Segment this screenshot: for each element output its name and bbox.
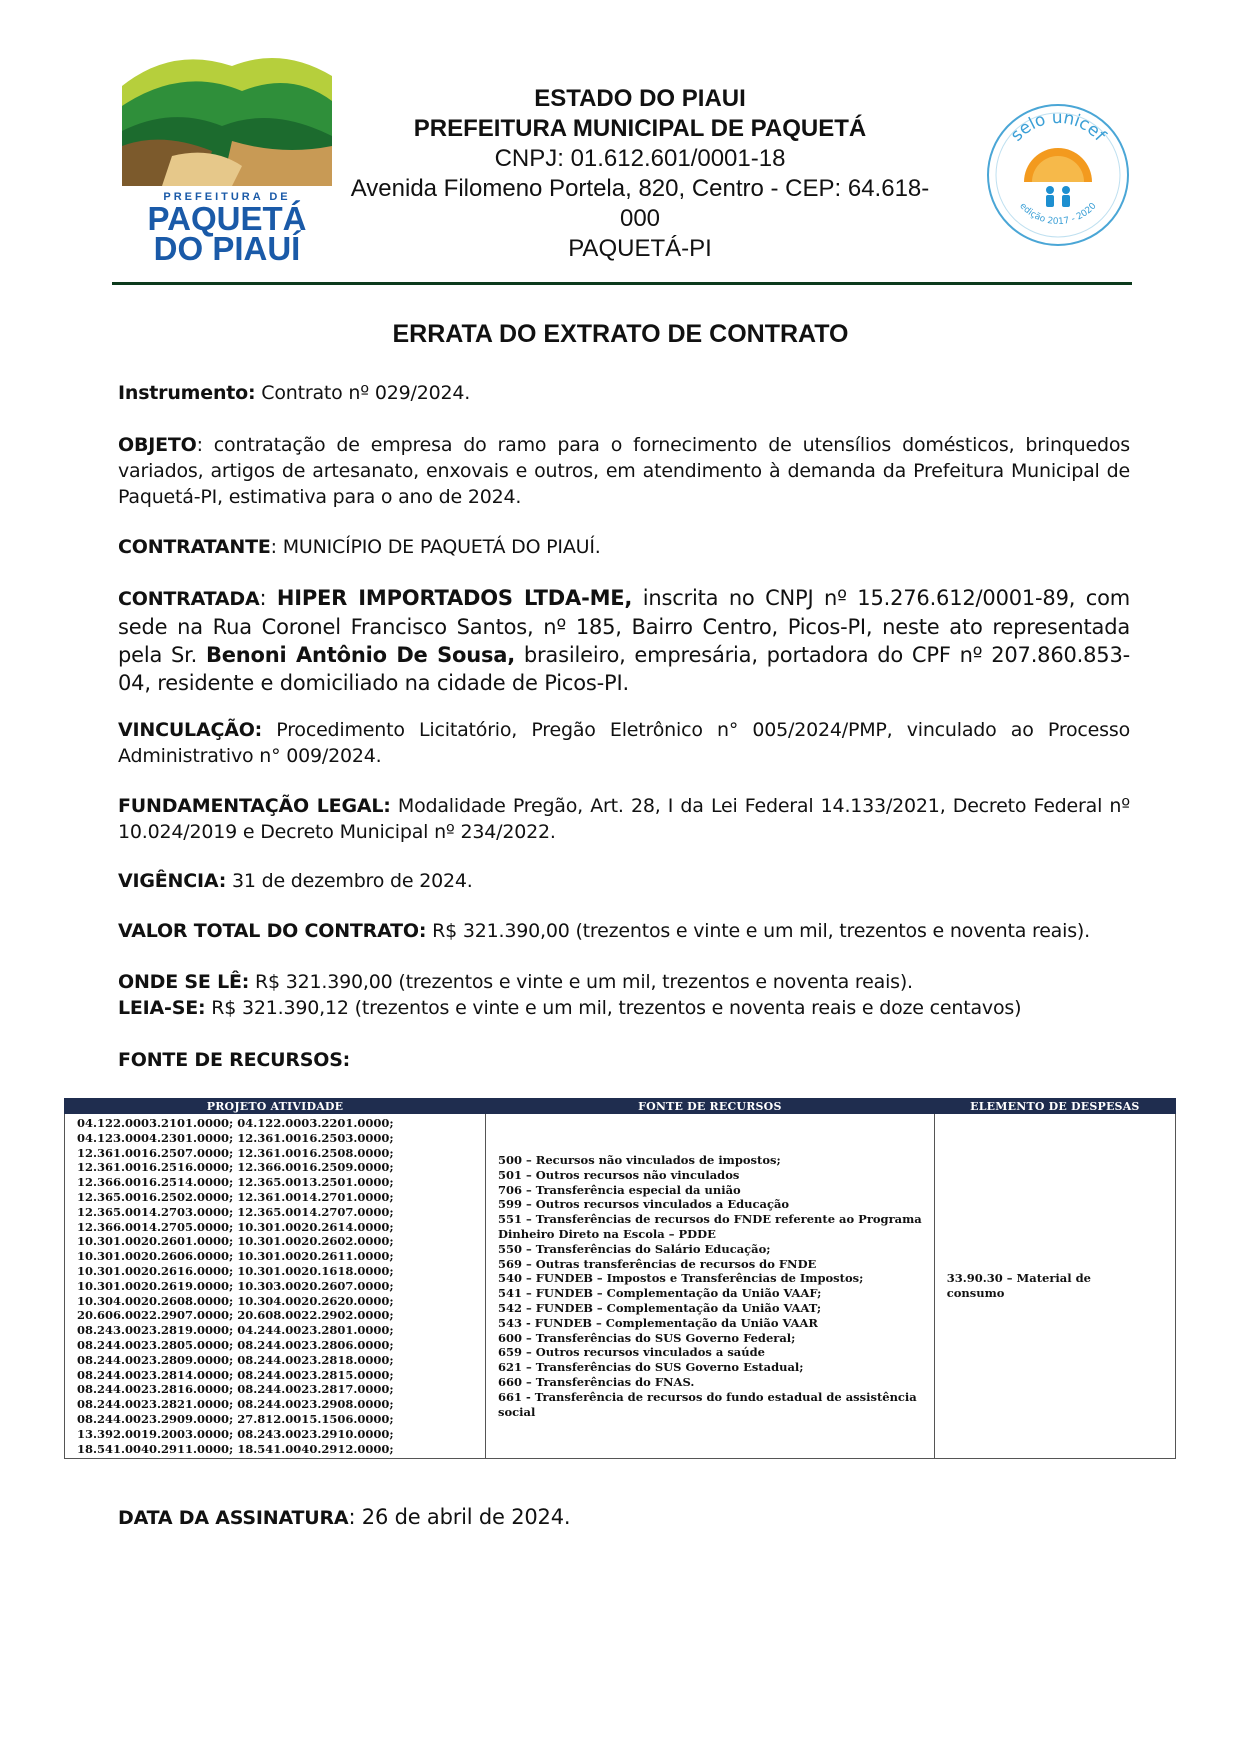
city: PAQUETÁ-PI	[568, 235, 712, 262]
letterhead	[340, 84, 940, 264]
fonte-line: Dinheiro Direto na Escola – PDDE	[498, 1226, 716, 1241]
projeto-line: 08.244.0023.2821.0000; 08.244.0023.2908.0000;	[77, 1397, 394, 1412]
header-projeto: PROJETO ATIVIDADE	[65, 1099, 486, 1114]
fundamentacao-text: Modalidade Pregão, Art. 28, I da Lei Federal 14.133/2021, Decreto Federal nº 10.024/2019 e Decreto Municipal nº 234/2022.	[118, 795, 1130, 843]
projeto-line: 10.304.0020.2608.0000; 10.304.0020.2620.0000;	[77, 1293, 394, 1308]
fonte-line: 621 – Transferências do SUS Governo Estadual;	[498, 1360, 804, 1375]
resources-table	[64, 1098, 1176, 1459]
projeto-line: 04.122.0003.2101.0000; 04.122.0003.2201.0000;	[77, 1116, 394, 1130]
state-name: ESTADO DO PIAUI	[534, 85, 746, 112]
fonte-heading	[118, 1047, 1130, 1073]
header-elemento: ELEMENTO DE DESPESAS	[934, 1099, 1175, 1114]
header-rule	[112, 282, 1132, 285]
fonte-line: 706 – Transferência especial da união	[498, 1182, 741, 1197]
fonte-line: 569 – Outras transferências de recursos do FNDE	[498, 1256, 817, 1271]
instrumento-paragraph	[118, 380, 1130, 406]
logo-line1: PREFEITURA DE	[163, 191, 291, 203]
projeto-line: 10.301.0020.2616.0000; 10.301.0020.1618.0000;	[77, 1263, 394, 1278]
projeto-line: 08.244.0023.2909.0000; 27.812.0015.1506.0000;	[77, 1411, 394, 1426]
contratada-company: HIPER IMPORTADOS LTDA-ME,	[276, 586, 633, 610]
projeto-line: 12.365.0014.2703.0000; 12.365.0014.2707.0000;	[77, 1204, 394, 1219]
fundamentacao-label: FUNDAMENTAÇÃO LEGAL:	[118, 795, 391, 817]
projeto-line: 12.361.0016.2507.0000; 12.361.0016.2508.0000;	[77, 1145, 394, 1160]
projeto-line: 08.244.0023.2816.0000; 08.244.0023.2817.0000;	[77, 1382, 394, 1397]
logo-line2: PAQUETÁ	[147, 200, 307, 237]
projeto-line: 12.366.0016.2514.0000; 12.365.0013.2501.0000;	[77, 1175, 394, 1190]
instrumento-label: Instrumento:	[118, 382, 256, 404]
fonte-line: social	[498, 1404, 536, 1419]
fonte-line: 540 – FUNDEB – Impostos e Transferências de Impostos;	[498, 1271, 864, 1286]
leia-se-paragraph	[118, 995, 1130, 1021]
vinculacao-label: VINCULAÇÃO:	[118, 719, 263, 741]
fundamentacao-paragraph	[118, 793, 1130, 845]
fonte-line: 600 – Transferências do SUS Governo Federal;	[498, 1330, 796, 1345]
leia-se-text: R$ 321.390,12 (trezentos e vinte e um mil, trezentos e noventa reais e doze centavos)	[205, 997, 1022, 1019]
contratada-text1: inscrita no CNPJ nº 15.276.612/0001-89, com sede na Rua Coronel Francisco Santos, nº 185, Bairro Centro, Picos-PI, neste ato representada pela Sr.	[118, 586, 1130, 667]
contratada-paragraph	[118, 584, 1130, 697]
fonte-line: 599 – Outros recursos vinculados a Educação	[498, 1197, 790, 1212]
valor-total-label: VALOR TOTAL DO CONTRATO:	[118, 920, 427, 942]
elemento-line: 33.90.30 – Material de	[946, 1271, 1091, 1286]
projeto-line: 12.361.0016.2516.0000; 12.366.0016.2509.0000;	[77, 1160, 394, 1175]
fonte-line: 661 - Transferência de recursos do fundo estadual de assistência	[498, 1389, 917, 1404]
fonte-line: 551 – Transferências de recursos do FNDE referente ao Programa	[498, 1212, 922, 1227]
contratada-sep: :	[259, 586, 277, 610]
fonte-line: 501 – Outros recursos não vinculados	[498, 1167, 740, 1182]
contratada-text2: brasileiro, empresária, portadora do CPF nº 207.860.853-04, residente e domiciliado na cidade de Picos-PI.	[118, 643, 1130, 695]
contratante-label: CONTRATANTE	[118, 536, 271, 558]
objeto-paragraph	[118, 432, 1130, 510]
document-title: ERRATA DO EXTRATO DE CONTRATO	[392, 320, 849, 348]
vigencia-text: 31 de dezembro de 2024.	[226, 870, 473, 892]
table-row	[65, 1114, 1176, 1459]
projeto-line: 04.123.0004.2301.0000; 12.361.0016.2503.0000;	[77, 1130, 394, 1145]
seal-top-text: selo unicef	[1006, 107, 1110, 146]
elemento-line: consumo	[946, 1286, 1005, 1301]
logo-line3: DO PIAUÍ	[153, 230, 301, 267]
fonte-heading-label: FONTE DE RECURSOS:	[118, 1049, 351, 1071]
fontes-cell	[486, 1114, 935, 1459]
data-assinatura-text: : 26 de abril de 2024.	[348, 1505, 571, 1529]
projeto-line: 12.365.0016.2502.0000; 12.361.0014.2701.0000;	[77, 1189, 394, 1204]
fonte-line: 660 – Transferências do FNAS.	[498, 1374, 695, 1389]
vinculacao-paragraph	[118, 717, 1130, 769]
vinculacao-text: Procedimento Licitatório, Pregão Eletrônico n° 005/2024/PMP, vinculado ao Processo Administrativo n° 009/2024.	[118, 719, 1130, 767]
data-assinatura-paragraph	[118, 1503, 1130, 1532]
fonte-line: 550 – Transferências do Salário Educação;	[498, 1241, 771, 1256]
onde-se-le-paragraph	[118, 969, 1130, 995]
contratante-paragraph	[118, 534, 1130, 560]
fonte-line: 541 – FUNDEB – Complementação da União VAAF;	[498, 1286, 822, 1301]
address: Avenida Filomeno Portela, 820, Centro - CEP: 64.618-000	[350, 175, 930, 232]
prefecture-name: PREFEITURA MUNICIPAL DE PAQUETÁ	[413, 115, 867, 142]
projeto-line: 08.244.0023.2814.0000; 08.244.0023.2815.0000;	[77, 1367, 394, 1382]
table-header-row	[65, 1099, 1176, 1114]
header-fonte: FONTE DE RECURSOS	[486, 1099, 935, 1114]
projeto-line: 08.244.0023.2809.0000; 08.244.0023.2818.0000;	[77, 1352, 394, 1367]
projeto-line: 12.366.0014.2705.0000; 10.301.0020.2614.0000;	[77, 1219, 394, 1234]
projeto-line: 20.606.0022.2907.0000; 20.608.0022.2902.0000;	[77, 1308, 394, 1323]
projeto-line: 08.244.0023.2805.0000; 08.244.0023.2806.0000;	[77, 1337, 394, 1352]
seal-bottom-text: edição 2017 - 2020	[1017, 201, 1099, 228]
fonte-line: 543 - FUNDEB – Complementação da União VAAR	[498, 1315, 818, 1330]
fonte-line: 542 – FUNDEB – Complementação da União VAAT;	[498, 1300, 822, 1315]
objeto-text: : contratação de empresa do ramo para o fornecimento de utensílios domésticos, brinquedos variados, artigos de artesanato, enxovais e outros, em atendimento à demanda da Prefeitura Municipal de Paquetá-PI, estimativa para o ano de 2024.	[118, 434, 1130, 508]
contratada-representative: Benoni Antônio De Sousa,	[205, 643, 516, 667]
fonte-line: 500 – Recursos não vinculados de impostos;	[498, 1152, 781, 1167]
projeto-line: 18.541.0040.2911.0000; 18.541.0040.2912.0000;	[77, 1441, 394, 1456]
contratante-text: : MUNICÍPIO DE PAQUETÁ DO PIAUÍ.	[270, 536, 601, 558]
data-assinatura-label: DATA DA ASSINATURA	[118, 1507, 349, 1529]
objeto-label: OBJETO	[118, 434, 197, 456]
projeto-line: 10.301.0020.2601.0000; 10.301.0020.2602.0000;	[77, 1234, 394, 1249]
onde-se-le-text: R$ 321.390,00 (trezentos e vinte e um mil, trezentos e noventa reais).	[249, 971, 913, 993]
elemento-cell	[934, 1114, 1175, 1459]
projeto-line: 13.392.0019.2003.0000; 08.243.0023.2910.0000;	[77, 1426, 394, 1441]
leia-se-label: LEIA-SE:	[118, 997, 206, 1019]
valor-total-paragraph	[118, 918, 1130, 944]
instrumento-text: Contrato nº 029/2024.	[255, 382, 471, 404]
contratada-label: CONTRATADA	[118, 588, 260, 610]
vigencia-label: VIGÊNCIA:	[118, 870, 227, 892]
unicef-seal	[984, 100, 1132, 250]
valor-total-text: R$ 321.390,00 (trezentos e vinte e um mil, trezentos e noventa reais).	[426, 920, 1090, 942]
fonte-line: 659 – Outros recursos vinculados a saúde	[498, 1345, 765, 1360]
onde-se-le-label: ONDE SE LÊ:	[118, 971, 250, 993]
projetos-cell	[65, 1114, 486, 1459]
cnpj: CNPJ: 01.612.601/0001-18	[494, 145, 786, 172]
paqueta-logo	[112, 46, 342, 271]
projeto-line: 08.243.0023.2819.0000; 04.244.0023.2801.0000;	[77, 1323, 394, 1338]
vigencia-paragraph	[118, 868, 1130, 894]
projeto-line: 10.301.0020.2606.0000; 10.301.0020.2611.0000;	[77, 1249, 394, 1264]
projeto-line: 10.301.0020.2619.0000; 10.303.0020.2607.0000;	[77, 1278, 394, 1293]
